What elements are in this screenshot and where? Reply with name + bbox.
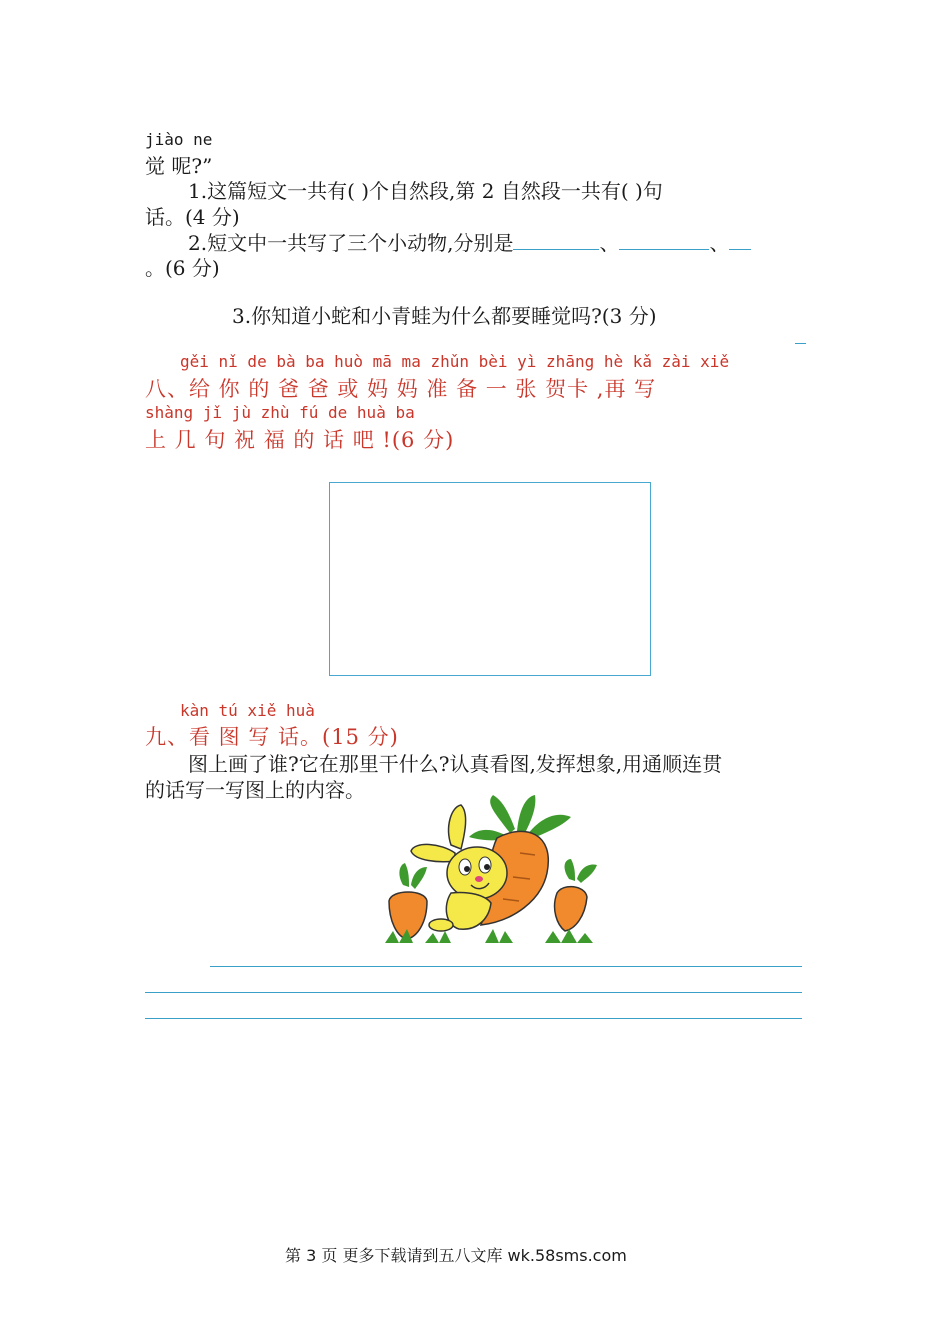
page-footer: 第 3 页 更多下载请到五八文库 wk.58sms.com [285,1246,627,1265]
rabbit-with-carrots-illustration [385,793,610,943]
section-9-pinyin: kàn tú xiě huà [180,701,315,720]
section-8-pinyin-2: shàng jǐ jù zhù fú de huà ba [145,403,415,422]
question-1-line-2: 话。(4 分) [145,205,240,229]
section-9-instruction-2: 的话写一写图上的内容。 [145,778,365,802]
question-2-prefix: 2.短文中一共写了三个小动物,分别是 [188,231,514,255]
section-8-heading-line-1: 八、给 你 的 爸 爸 或 妈 妈 准 备 一 张 贺卡 ,再 写 [145,377,657,401]
question-3: 3.你知道小蛇和小青蛙为什么都要睡觉吗?(3 分) [232,304,657,328]
answer-blank-1[interactable] [513,231,599,250]
section-8-pinyin-1: gěi nǐ de bà ba huò mā ma zhǔn bèi yì zhāng hè kǎ zài xiě [180,352,730,371]
answer-line-short[interactable] [795,343,806,344]
greeting-card-box[interactable] [329,482,651,676]
section-9-instruction-1: 图上画了谁?它在那里干什么?认真看图,发挥想象,用通顺连贯 [188,752,723,776]
pinyin-line: jiào ne [145,130,213,149]
section-8-heading-line-2: 上 几 句 祝 福 的 话 吧 !(6 分) [145,428,455,452]
section-9-heading: 九、看 图 写 话。(15 分) [145,725,399,749]
writing-line-3[interactable] [145,1018,802,1019]
writing-line-2[interactable] [145,992,802,993]
writing-line-1[interactable] [210,966,802,967]
question-2-line-1 [188,227,751,256]
continuation-text: 觉 呢?” [145,154,213,178]
question-1-line-1: 1.这篇短文一共有( )个自然段,第 2 自然段一共有( )句 [188,179,663,203]
question-2-line-2: 。(6 分) [145,256,220,280]
separator: 、 [599,231,620,255]
answer-blank-3[interactable] [729,231,751,250]
answer-blank-2[interactable] [619,231,709,250]
separator: 、 [709,231,730,255]
